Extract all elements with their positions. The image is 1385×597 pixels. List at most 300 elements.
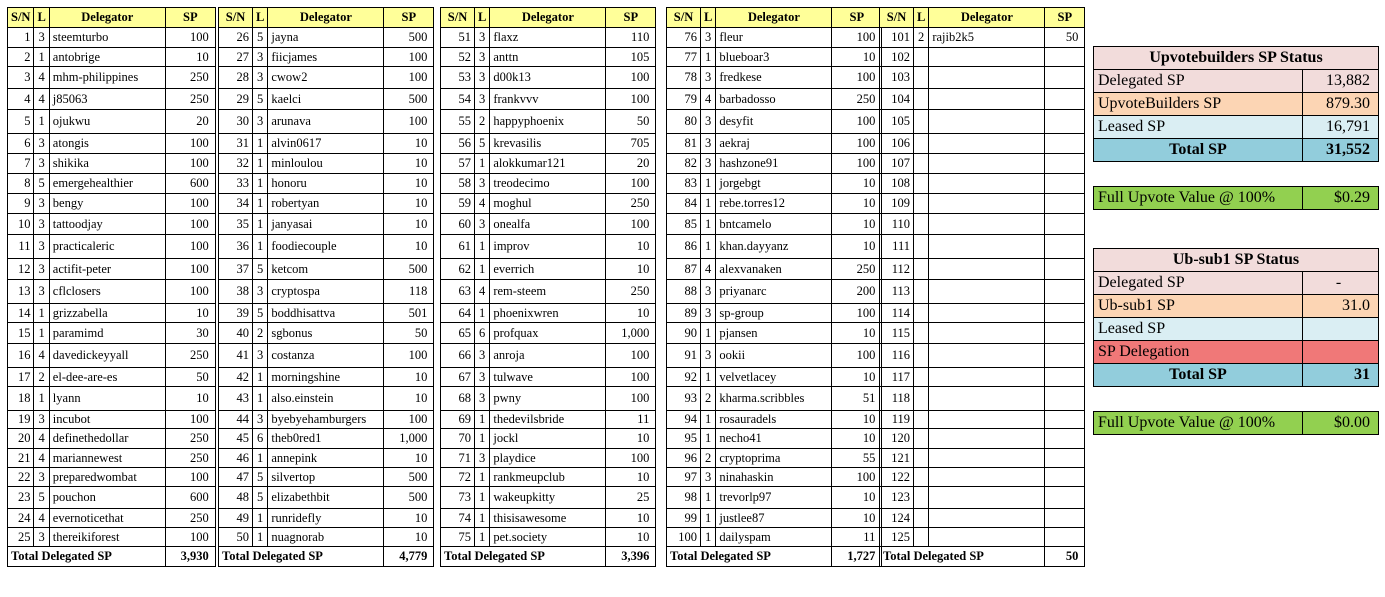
- delegator-name: sp-group: [716, 304, 832, 323]
- delegator-name: jorgebgt: [716, 174, 832, 194]
- table-row: [880, 468, 1085, 487]
- level-header: L: [34, 8, 49, 28]
- table-row: [441, 174, 656, 194]
- delegator-name: [929, 411, 1045, 429]
- delegator-name: cryptospa: [268, 280, 384, 304]
- table-row: [667, 89, 882, 110]
- serial-number: 62: [441, 259, 475, 280]
- delegator-name: lyann: [49, 387, 165, 411]
- table-row: [441, 368, 656, 387]
- serial-number: 65: [441, 323, 475, 344]
- delegator-name: [929, 259, 1045, 280]
- table-row: [8, 304, 216, 323]
- sp-amount: 50: [384, 323, 434, 344]
- delegator-name: [929, 174, 1045, 194]
- table-row: [667, 528, 882, 547]
- delegator-name: happyphoenix: [490, 110, 606, 134]
- level: 4: [34, 344, 49, 368]
- level: [914, 174, 929, 194]
- table-row: [8, 344, 216, 368]
- sp-amount: 100: [606, 387, 656, 411]
- level: 3: [34, 214, 49, 235]
- delegator-name: flaxz: [490, 28, 606, 48]
- table-row: [880, 110, 1085, 134]
- sp-amount: [1045, 235, 1085, 259]
- sp-amount: 250: [606, 280, 656, 304]
- level: [914, 344, 929, 368]
- delegator-name: fredkese: [716, 67, 832, 89]
- level: 3: [701, 344, 716, 368]
- level: 2: [914, 28, 929, 48]
- sp-amount: 110: [606, 28, 656, 48]
- level: [914, 487, 929, 509]
- serial-number: 92: [667, 368, 701, 387]
- delegator-name: kaelci: [268, 89, 384, 110]
- level: 2: [34, 368, 49, 387]
- delegator-name: sgbonus: [268, 323, 384, 344]
- level: 4: [701, 89, 716, 110]
- sp-header: SP: [384, 8, 434, 28]
- sp-amount: 50: [1045, 28, 1085, 48]
- delegator-table-1: [7, 7, 216, 567]
- serial-number: 15: [8, 323, 34, 344]
- serial-number: 18: [8, 387, 34, 411]
- table-row: [8, 368, 216, 387]
- serial-number: 44: [219, 411, 253, 429]
- sp-amount: 10: [384, 134, 434, 154]
- sp-amount: 100: [165, 154, 215, 174]
- serial-number: 106: [880, 134, 914, 154]
- serial-number: 101: [880, 28, 914, 48]
- serial-number: 84: [667, 194, 701, 214]
- level: 1: [701, 194, 716, 214]
- delegator-name: aekraj: [716, 134, 832, 154]
- delegator-name: rebe.torres12: [716, 194, 832, 214]
- table-row: [8, 487, 216, 509]
- sp-amount: 10: [606, 509, 656, 528]
- delegator-name: rankmeupclub: [490, 468, 606, 487]
- ubsub1-sp-label: Ub-sub1 SP: [1094, 295, 1303, 318]
- delegator-name: dailyspam: [716, 528, 832, 547]
- table-row: [219, 387, 434, 411]
- table-row: [880, 235, 1085, 259]
- sp-amount: 10: [832, 174, 882, 194]
- serial-number: 86: [667, 235, 701, 259]
- level: 1: [253, 528, 268, 547]
- sp-amount: [1045, 259, 1085, 280]
- level: 3: [34, 134, 49, 154]
- delegator-name: hashzone91: [716, 154, 832, 174]
- level: 4: [34, 429, 49, 449]
- serial-number: 123: [880, 487, 914, 509]
- serial-number: 3: [8, 67, 34, 89]
- serial-number: 115: [880, 323, 914, 344]
- table-row: [8, 411, 216, 429]
- level: 1: [34, 304, 49, 323]
- delegator-name: janyasai: [268, 214, 384, 235]
- level: 1: [253, 174, 268, 194]
- delegated-sp-value: -: [1303, 272, 1379, 295]
- sp-amount: 100: [384, 67, 434, 89]
- level: 2: [475, 110, 490, 134]
- serial-number: 78: [667, 67, 701, 89]
- level: [914, 259, 929, 280]
- sp-amount: 10: [832, 429, 882, 449]
- delegator-name: pet.society: [490, 528, 606, 547]
- delegator-name: [929, 67, 1045, 89]
- delegator-name: rem-steem: [490, 280, 606, 304]
- sp-amount: [1045, 468, 1085, 487]
- serial-number: 47: [219, 468, 253, 487]
- level: [914, 48, 929, 67]
- level: [914, 304, 929, 323]
- level-header: L: [914, 8, 929, 28]
- sp-amount: [1045, 429, 1085, 449]
- sp-amount: 100: [165, 280, 215, 304]
- level: 3: [34, 28, 49, 48]
- delegator-name: anttn: [490, 48, 606, 67]
- level: 4: [34, 67, 49, 89]
- sp-amount: [1045, 110, 1085, 134]
- delegator-table-3: [440, 7, 656, 567]
- sp-amount: 10: [606, 304, 656, 323]
- total-value: 3,930: [165, 547, 215, 567]
- table-row: [880, 48, 1085, 67]
- table-row: [880, 280, 1085, 304]
- delegator-name: morningshine: [268, 368, 384, 387]
- delegator-name: moghul: [490, 194, 606, 214]
- sp-amount: 10: [832, 509, 882, 528]
- serial-number: 52: [441, 48, 475, 67]
- delegator-name: [929, 528, 1045, 547]
- delegator-name: wakeupkitty: [490, 487, 606, 509]
- sp-amount: [1045, 487, 1085, 509]
- table-row: [8, 449, 216, 468]
- upvotebuilders-sp-label: UpvoteBuilders SP: [1094, 93, 1303, 116]
- table-row: [219, 528, 434, 547]
- serial-number: 105: [880, 110, 914, 134]
- level: 4: [34, 89, 49, 110]
- serial-number: 30: [219, 110, 253, 134]
- level: 1: [701, 214, 716, 235]
- sp-header: SP: [165, 8, 215, 28]
- delegator-name: costanza: [268, 344, 384, 368]
- table-row: [667, 134, 882, 154]
- serial-number: 67: [441, 368, 475, 387]
- serial-number: 94: [667, 411, 701, 429]
- level: 1: [701, 411, 716, 429]
- delegator-name: [929, 487, 1045, 509]
- table-row: [8, 134, 216, 154]
- serial-number: 81: [667, 134, 701, 154]
- level: 1: [475, 509, 490, 528]
- table-row: [667, 259, 882, 280]
- serial-number: 51: [441, 28, 475, 48]
- table-row: [880, 387, 1085, 411]
- level: 3: [475, 449, 490, 468]
- table-row: [667, 468, 882, 487]
- sn-header: S/N: [8, 8, 34, 28]
- serial-number: 45: [219, 429, 253, 449]
- delegator-name: cflclosers: [49, 280, 165, 304]
- table-row: [880, 368, 1085, 387]
- table-row: [441, 323, 656, 344]
- sp-amount: 10: [606, 429, 656, 449]
- sp-amount: [1045, 528, 1085, 547]
- delegator-name: kharma.scribbles: [716, 387, 832, 411]
- level: 1: [475, 154, 490, 174]
- table-row: [441, 154, 656, 174]
- level: [914, 134, 929, 154]
- table-row: [219, 304, 434, 323]
- serial-number: 34: [219, 194, 253, 214]
- level: 5: [34, 174, 49, 194]
- level: 1: [475, 411, 490, 429]
- total-row: [219, 547, 434, 567]
- serial-number: 63: [441, 280, 475, 304]
- total-value: 4,779: [384, 547, 434, 567]
- serial-number: 97: [667, 468, 701, 487]
- sp-amount: 1,000: [606, 323, 656, 344]
- table-row: [8, 67, 216, 89]
- delegator-name: robertyan: [268, 194, 384, 214]
- delegator-name: [929, 48, 1045, 67]
- serial-number: 35: [219, 214, 253, 235]
- serial-number: 48: [219, 487, 253, 509]
- sp-amount: 10: [384, 509, 434, 528]
- table-row: [880, 259, 1085, 280]
- level: 5: [34, 487, 49, 509]
- delegator-name: [929, 323, 1045, 344]
- serial-number: 83: [667, 174, 701, 194]
- serial-number: 64: [441, 304, 475, 323]
- delegator-name: necho41: [716, 429, 832, 449]
- table-row: [8, 110, 216, 134]
- table-row: [880, 28, 1085, 48]
- level: 5: [253, 259, 268, 280]
- table-row: [219, 449, 434, 468]
- sn-header: S/N: [441, 8, 475, 28]
- level: 3: [34, 259, 49, 280]
- delegator-name: [929, 468, 1045, 487]
- serial-number: 82: [667, 154, 701, 174]
- panel-title: Ub-sub1 SP Status: [1094, 249, 1379, 272]
- delegated-sp-label: Delegated SP: [1094, 272, 1303, 295]
- delegator-name: nuagnorab: [268, 528, 384, 547]
- serial-number: 60: [441, 214, 475, 235]
- table-row: [667, 214, 882, 235]
- serial-number: 58: [441, 174, 475, 194]
- level: 1: [253, 134, 268, 154]
- ubsub1-upvote-value: [1093, 411, 1379, 435]
- table-row: [8, 509, 216, 528]
- delegator-name: honoru: [268, 174, 384, 194]
- delegator-name: foodiecouple: [268, 235, 384, 259]
- table-row: [441, 304, 656, 323]
- delegator-name: antobrige: [49, 48, 165, 67]
- delegator-name: theb0red1: [268, 429, 384, 449]
- level: [914, 323, 929, 344]
- level: 3: [701, 304, 716, 323]
- table-row: [441, 194, 656, 214]
- level: 2: [701, 449, 716, 468]
- table-row: [8, 429, 216, 449]
- level: 3: [475, 387, 490, 411]
- level: 1: [34, 387, 49, 411]
- serial-number: 95: [667, 429, 701, 449]
- level: 1: [34, 110, 49, 134]
- table-row: [219, 509, 434, 528]
- table-row: [880, 89, 1085, 110]
- sp-delegation-label: SP Delegation: [1094, 341, 1303, 364]
- ubsub1-sp-value: 31.0: [1303, 295, 1379, 318]
- table-row: [880, 214, 1085, 235]
- table-row: [880, 323, 1085, 344]
- serial-number: 12: [8, 259, 34, 280]
- delegator-name: treodecimo: [490, 174, 606, 194]
- table-row: [219, 235, 434, 259]
- level: 6: [475, 323, 490, 344]
- sp-amount: [1045, 214, 1085, 235]
- delegator-name: [929, 304, 1045, 323]
- sp-amount: 100: [832, 468, 882, 487]
- table-row: [667, 509, 882, 528]
- delegator-name: frankvvv: [490, 89, 606, 110]
- sp-amount: 100: [606, 67, 656, 89]
- level: 3: [701, 67, 716, 89]
- level: 3: [34, 528, 49, 547]
- serial-number: 27: [219, 48, 253, 67]
- table-row: [880, 174, 1085, 194]
- delegator-name: khan.dayyanz: [716, 235, 832, 259]
- sp-header: SP: [1045, 8, 1085, 28]
- table-row: [667, 174, 882, 194]
- sp-amount: 100: [832, 134, 882, 154]
- sp-amount: 250: [165, 429, 215, 449]
- table-row: [441, 235, 656, 259]
- table-row: [441, 449, 656, 468]
- serial-number: 59: [441, 194, 475, 214]
- level: 1: [701, 509, 716, 528]
- serial-number: 10: [8, 214, 34, 235]
- delegator-name: el-dee-are-es: [49, 368, 165, 387]
- total-value: 3,396: [606, 547, 656, 567]
- level: 3: [475, 28, 490, 48]
- table-row: [667, 154, 882, 174]
- level: 1: [34, 48, 49, 67]
- level: 1: [253, 449, 268, 468]
- delegator-name: j85063: [49, 89, 165, 110]
- serial-number: 87: [667, 259, 701, 280]
- serial-number: 108: [880, 174, 914, 194]
- serial-number: 74: [441, 509, 475, 528]
- sp-amount: 10: [165, 48, 215, 67]
- delegator-name: annepink: [268, 449, 384, 468]
- delegator-name: fiicjames: [268, 48, 384, 67]
- sp-amount: 100: [606, 368, 656, 387]
- sn-header: S/N: [219, 8, 253, 28]
- sp-amount: 500: [384, 259, 434, 280]
- level: 1: [701, 487, 716, 509]
- table-row: [667, 411, 882, 429]
- serial-number: 17: [8, 368, 34, 387]
- level: 1: [475, 468, 490, 487]
- full-upvote-value-label: Full Upvote Value @ 100%: [1094, 412, 1303, 435]
- table-row: [219, 89, 434, 110]
- serial-number: 31: [219, 134, 253, 154]
- total-label: Total Delegated SP: [667, 547, 832, 567]
- delegator-name: fleur: [716, 28, 832, 48]
- serial-number: 125: [880, 528, 914, 547]
- level: [914, 509, 929, 528]
- sp-amount: 100: [384, 48, 434, 67]
- sp-amount: 10: [384, 154, 434, 174]
- total-sp-label: Total SP: [1094, 139, 1303, 162]
- level-header: L: [253, 8, 268, 28]
- level: [914, 214, 929, 235]
- serial-number: 76: [667, 28, 701, 48]
- table-row: [441, 387, 656, 411]
- sp-amount: 10: [165, 304, 215, 323]
- delegator-name: jayna: [268, 28, 384, 48]
- delegator-name: minloulou: [268, 154, 384, 174]
- serial-number: 32: [219, 154, 253, 174]
- sp-amount: 10: [832, 235, 882, 259]
- sp-amount: 10: [832, 368, 882, 387]
- full-upvote-value-label: Full Upvote Value @ 100%: [1094, 187, 1303, 210]
- delegator-name: arunava: [268, 110, 384, 134]
- delegator-name: rosauradels: [716, 411, 832, 429]
- serial-number: 91: [667, 344, 701, 368]
- leased-sp-label: Leased SP: [1094, 116, 1303, 139]
- level: 1: [34, 323, 49, 344]
- serial-number: 46: [219, 449, 253, 468]
- serial-number: 19: [8, 411, 34, 429]
- leased-sp-value: 16,791: [1303, 116, 1379, 139]
- serial-number: 119: [880, 411, 914, 429]
- sp-amount: 100: [165, 194, 215, 214]
- sp-header: SP: [832, 8, 882, 28]
- serial-number: 117: [880, 368, 914, 387]
- serial-number: 41: [219, 344, 253, 368]
- delegator-name: emergehealthier: [49, 174, 165, 194]
- sp-amount: [1045, 411, 1085, 429]
- serial-number: 96: [667, 449, 701, 468]
- total-label: Total Delegated SP: [8, 547, 166, 567]
- serial-number: 121: [880, 449, 914, 468]
- table-row: [8, 323, 216, 344]
- serial-number: 116: [880, 344, 914, 368]
- table-row: [880, 528, 1085, 547]
- level: [914, 528, 929, 547]
- delegator-name: trevorlp97: [716, 487, 832, 509]
- sp-amount: 100: [832, 344, 882, 368]
- table-row: [8, 387, 216, 411]
- total-value: 1,727: [832, 547, 882, 567]
- serial-number: 109: [880, 194, 914, 214]
- sp-delegation-value: [1303, 341, 1379, 364]
- serial-number: 7: [8, 154, 34, 174]
- delegator-name: [929, 449, 1045, 468]
- level: 1: [253, 235, 268, 259]
- sn-header: S/N: [667, 8, 701, 28]
- delegator-header: Delegator: [490, 8, 606, 28]
- level: 3: [253, 110, 268, 134]
- table-row: [441, 214, 656, 235]
- table-row: [8, 48, 216, 67]
- sp-amount: 100: [832, 28, 882, 48]
- table-row: [219, 154, 434, 174]
